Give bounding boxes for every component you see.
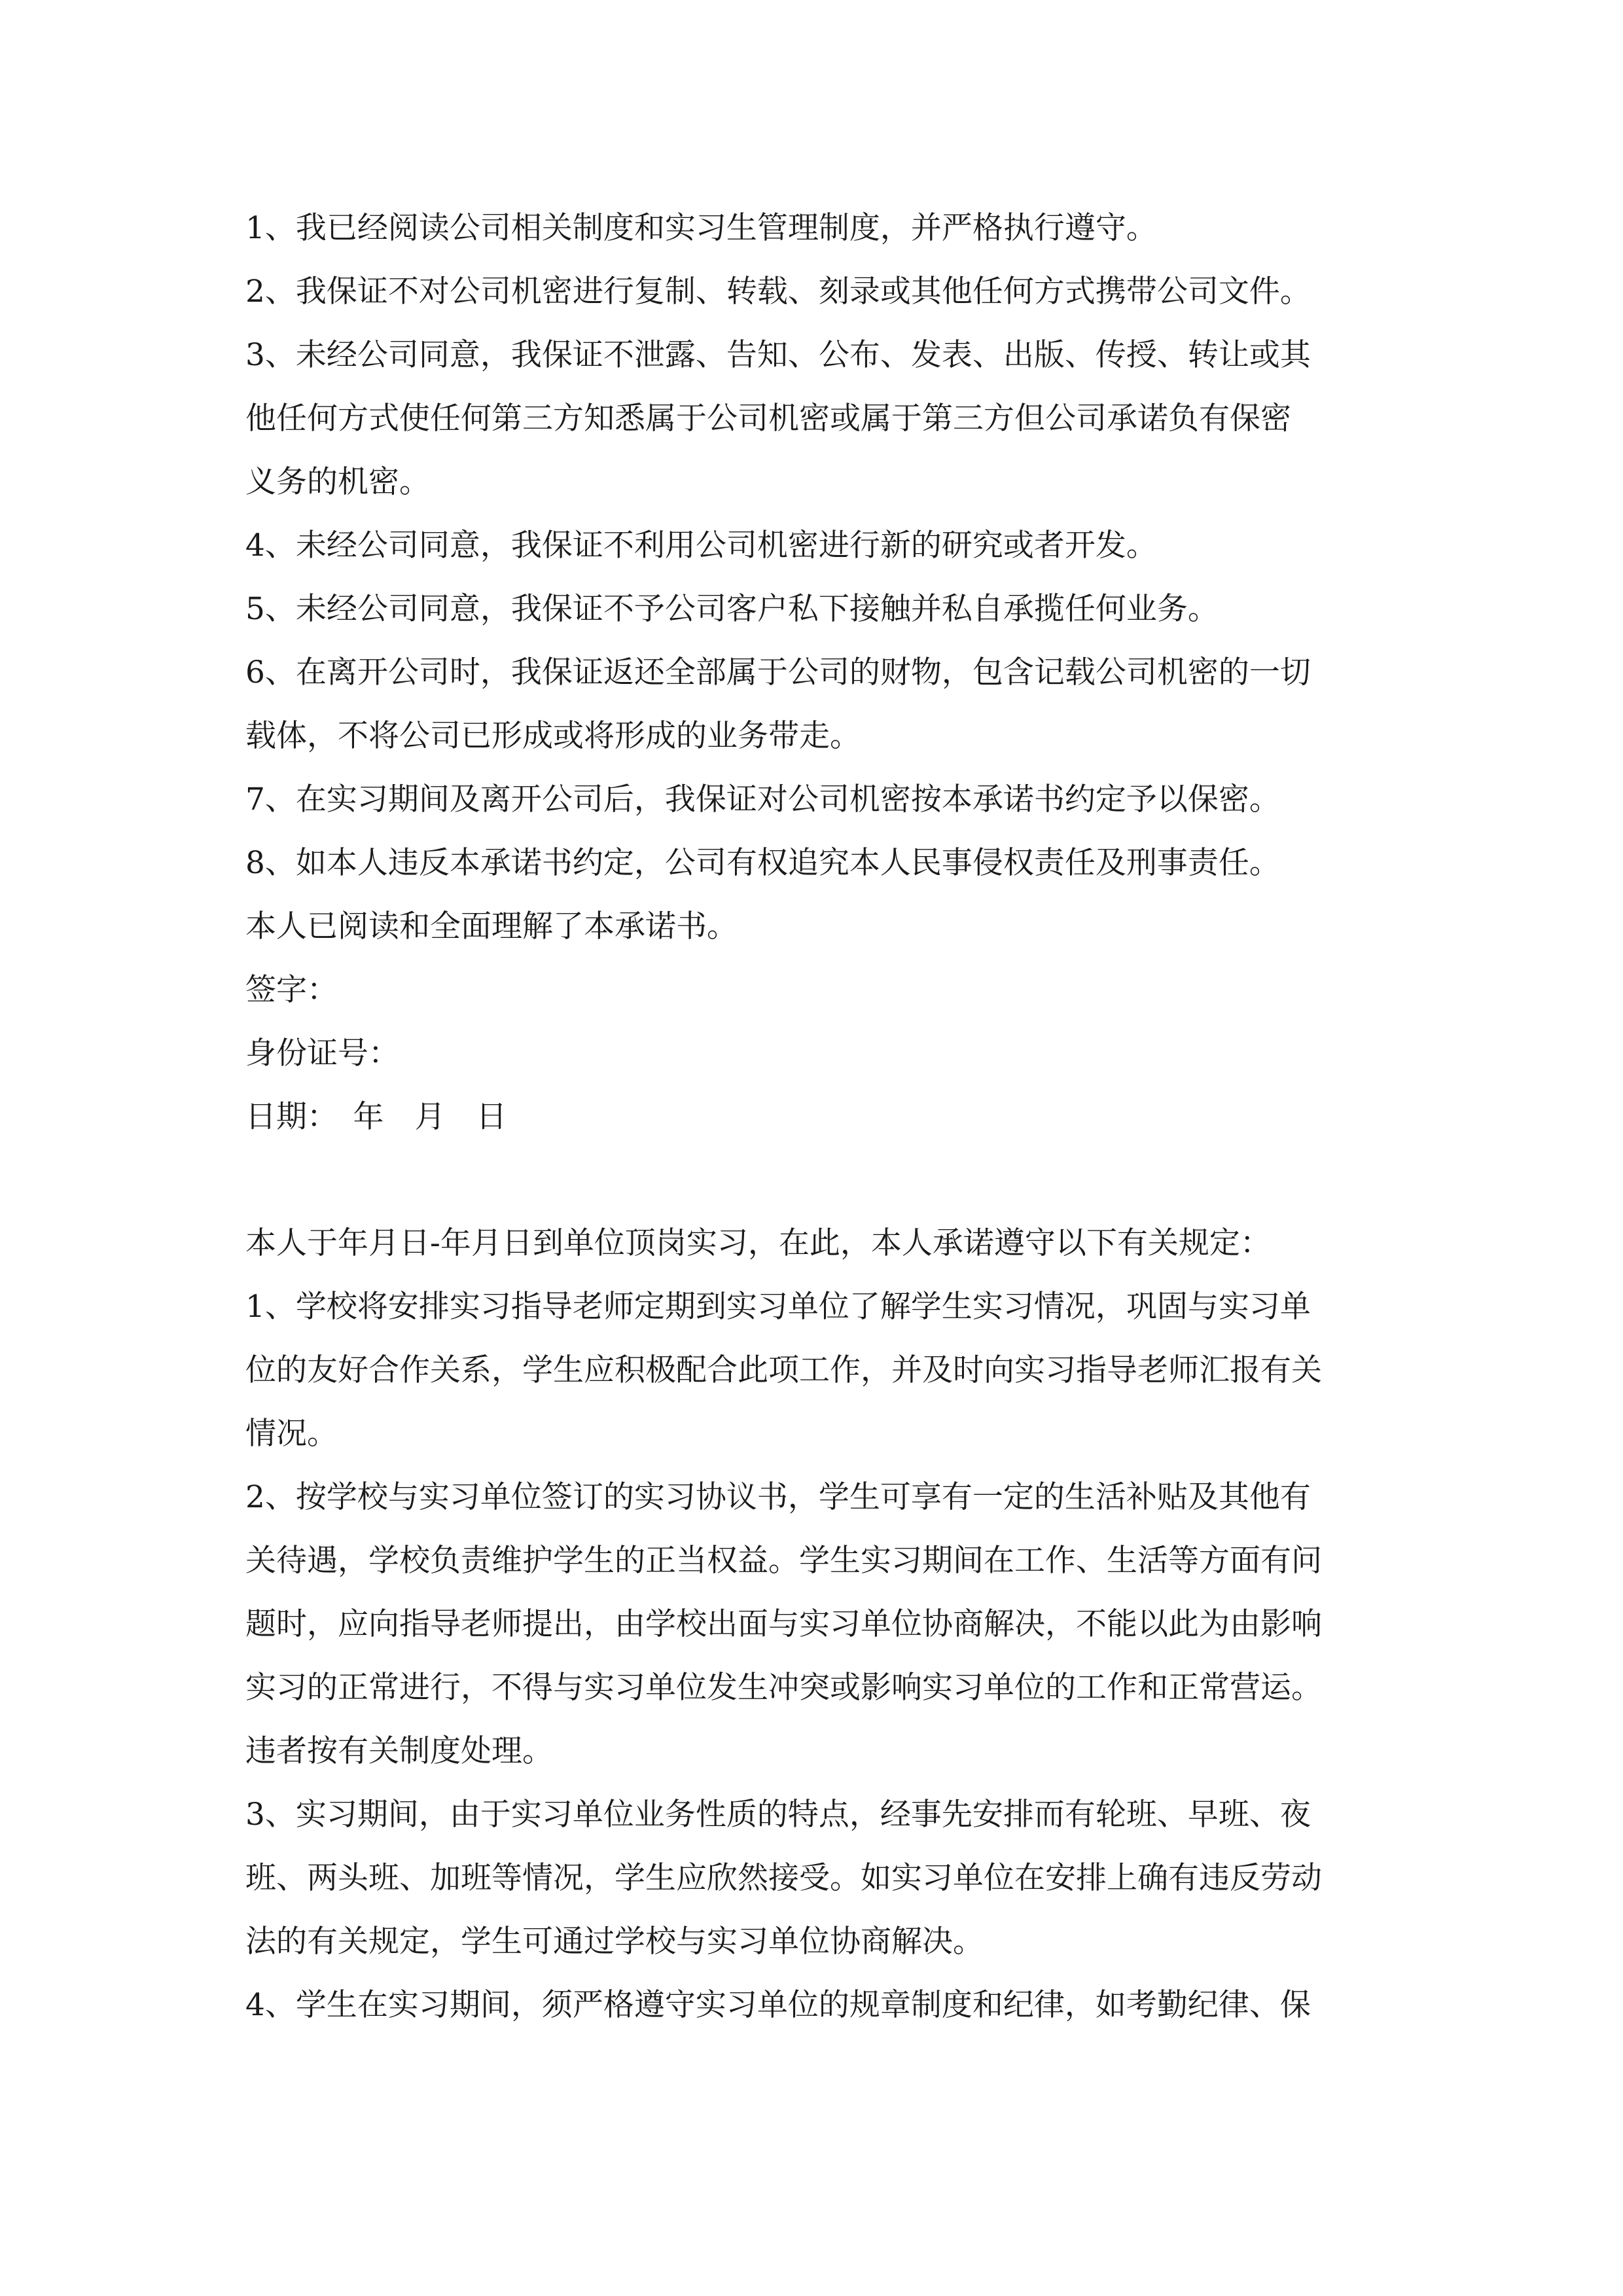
date-label: 日期： 年 月 日	[245, 1099, 507, 1135]
rule-item-2-cont: 实习的正常进行，不得与实习单位发生冲突或影响实习单位的工作和正常营运。	[245, 1670, 1322, 1706]
rule-item-2-end: 违者按有关制度处理。	[245, 1733, 553, 1769]
pledge-item-3: 3、未经公司同意，我保证不泄露、告知、公布、发表、出版、传授、转让或其	[245, 337, 1311, 373]
signature-label: 签字：	[245, 972, 338, 1008]
pledge-item-8: 8、如本人违反本承诺书约定，公司有权追究本人民事侵权责任及刑事责任。	[245, 845, 1280, 881]
pledge-item-4: 4、未经公司同意，我保证不利用公司机密进行新的研究或者开发。	[245, 528, 1157, 564]
pledge-item-3-cont: 他任何方式使任何第三方知悉属于公司机密或属于第三方但公司承诺负有保密	[245, 401, 1291, 437]
pledge-item-3-end: 义务的机密。	[245, 464, 430, 500]
pledge-item-6-cont: 载体，不将公司已形成或将形成的业务带走。	[245, 718, 861, 754]
pledge-item-2: 2、我保证不对公司机密进行复制、转载、刻录或其他任何方式携带公司文件。	[245, 274, 1311, 310]
section-spacer	[245, 1149, 1397, 1211]
rule-item-3-cont: 班、两头班、加班等情况，学生应欣然接受。如实习单位在安排上确有违反劳动	[245, 1860, 1322, 1896]
pledge-item-1: 1、我已经阅读公司相关制度和实习生管理制度，并严格执行遵守。	[245, 210, 1157, 246]
pledge-item-5: 5、未经公司同意，我保证不予公司客户私下接触并私自承揽任何业务。	[245, 591, 1219, 627]
pledge-item-6: 6、在离开公司时，我保证返还全部属于公司的财物，包含记载公司机密的一切	[245, 655, 1311, 691]
rule-item-3-end: 法的有关规定，学生可通过学校与实习单位协商解决。	[245, 1924, 984, 1960]
rule-item-1-end: 情况。	[245, 1416, 338, 1452]
internship-intro: 本人于年月日-年月日到单位顶岗实习，在此，本人承诺遵守以下有关规定：	[245, 1225, 1271, 1261]
rule-item-2-cont: 关待遇，学校负责维护学生的正当权益。学生实习期间在工作、生活等方面有问	[245, 1543, 1322, 1579]
rule-item-3: 3、实习期间，由于实习单位业务性质的特点，经事先安排而有轮班、早班、夜	[245, 1797, 1311, 1833]
pledge-item-7: 7、在实习期间及离开公司后，我保证对公司机密按本承诺书约定予以保密。	[245, 781, 1280, 817]
id-number-label: 身份证号：	[245, 1035, 399, 1071]
rule-item-2-cont: 题时，应向指导老师提出，由学校出面与实习单位协商解决，不能以此为由影响	[245, 1606, 1322, 1642]
document-body	[245, 196, 1397, 2037]
rule-item-2: 2、按学校与实习单位签订的实习协议书，学生可享有一定的生活补贴及其他有	[245, 1479, 1311, 1515]
pledge-acknowledgement: 本人已阅读和全面理解了本承诺书。	[245, 908, 738, 944]
rule-item-1: 1、学校将安排实习指导老师定期到实习单位了解学生实习情况，巩固与实习单	[245, 1289, 1311, 1325]
rule-item-1-cont: 位的友好合作关系，学生应积极配合此项工作，并及时向实习指导老师汇报有关	[245, 1352, 1322, 1388]
rule-item-4: 4、学生在实习期间，须严格遵守实习单位的规章制度和纪律，如考勤纪律、保	[245, 1987, 1311, 2023]
